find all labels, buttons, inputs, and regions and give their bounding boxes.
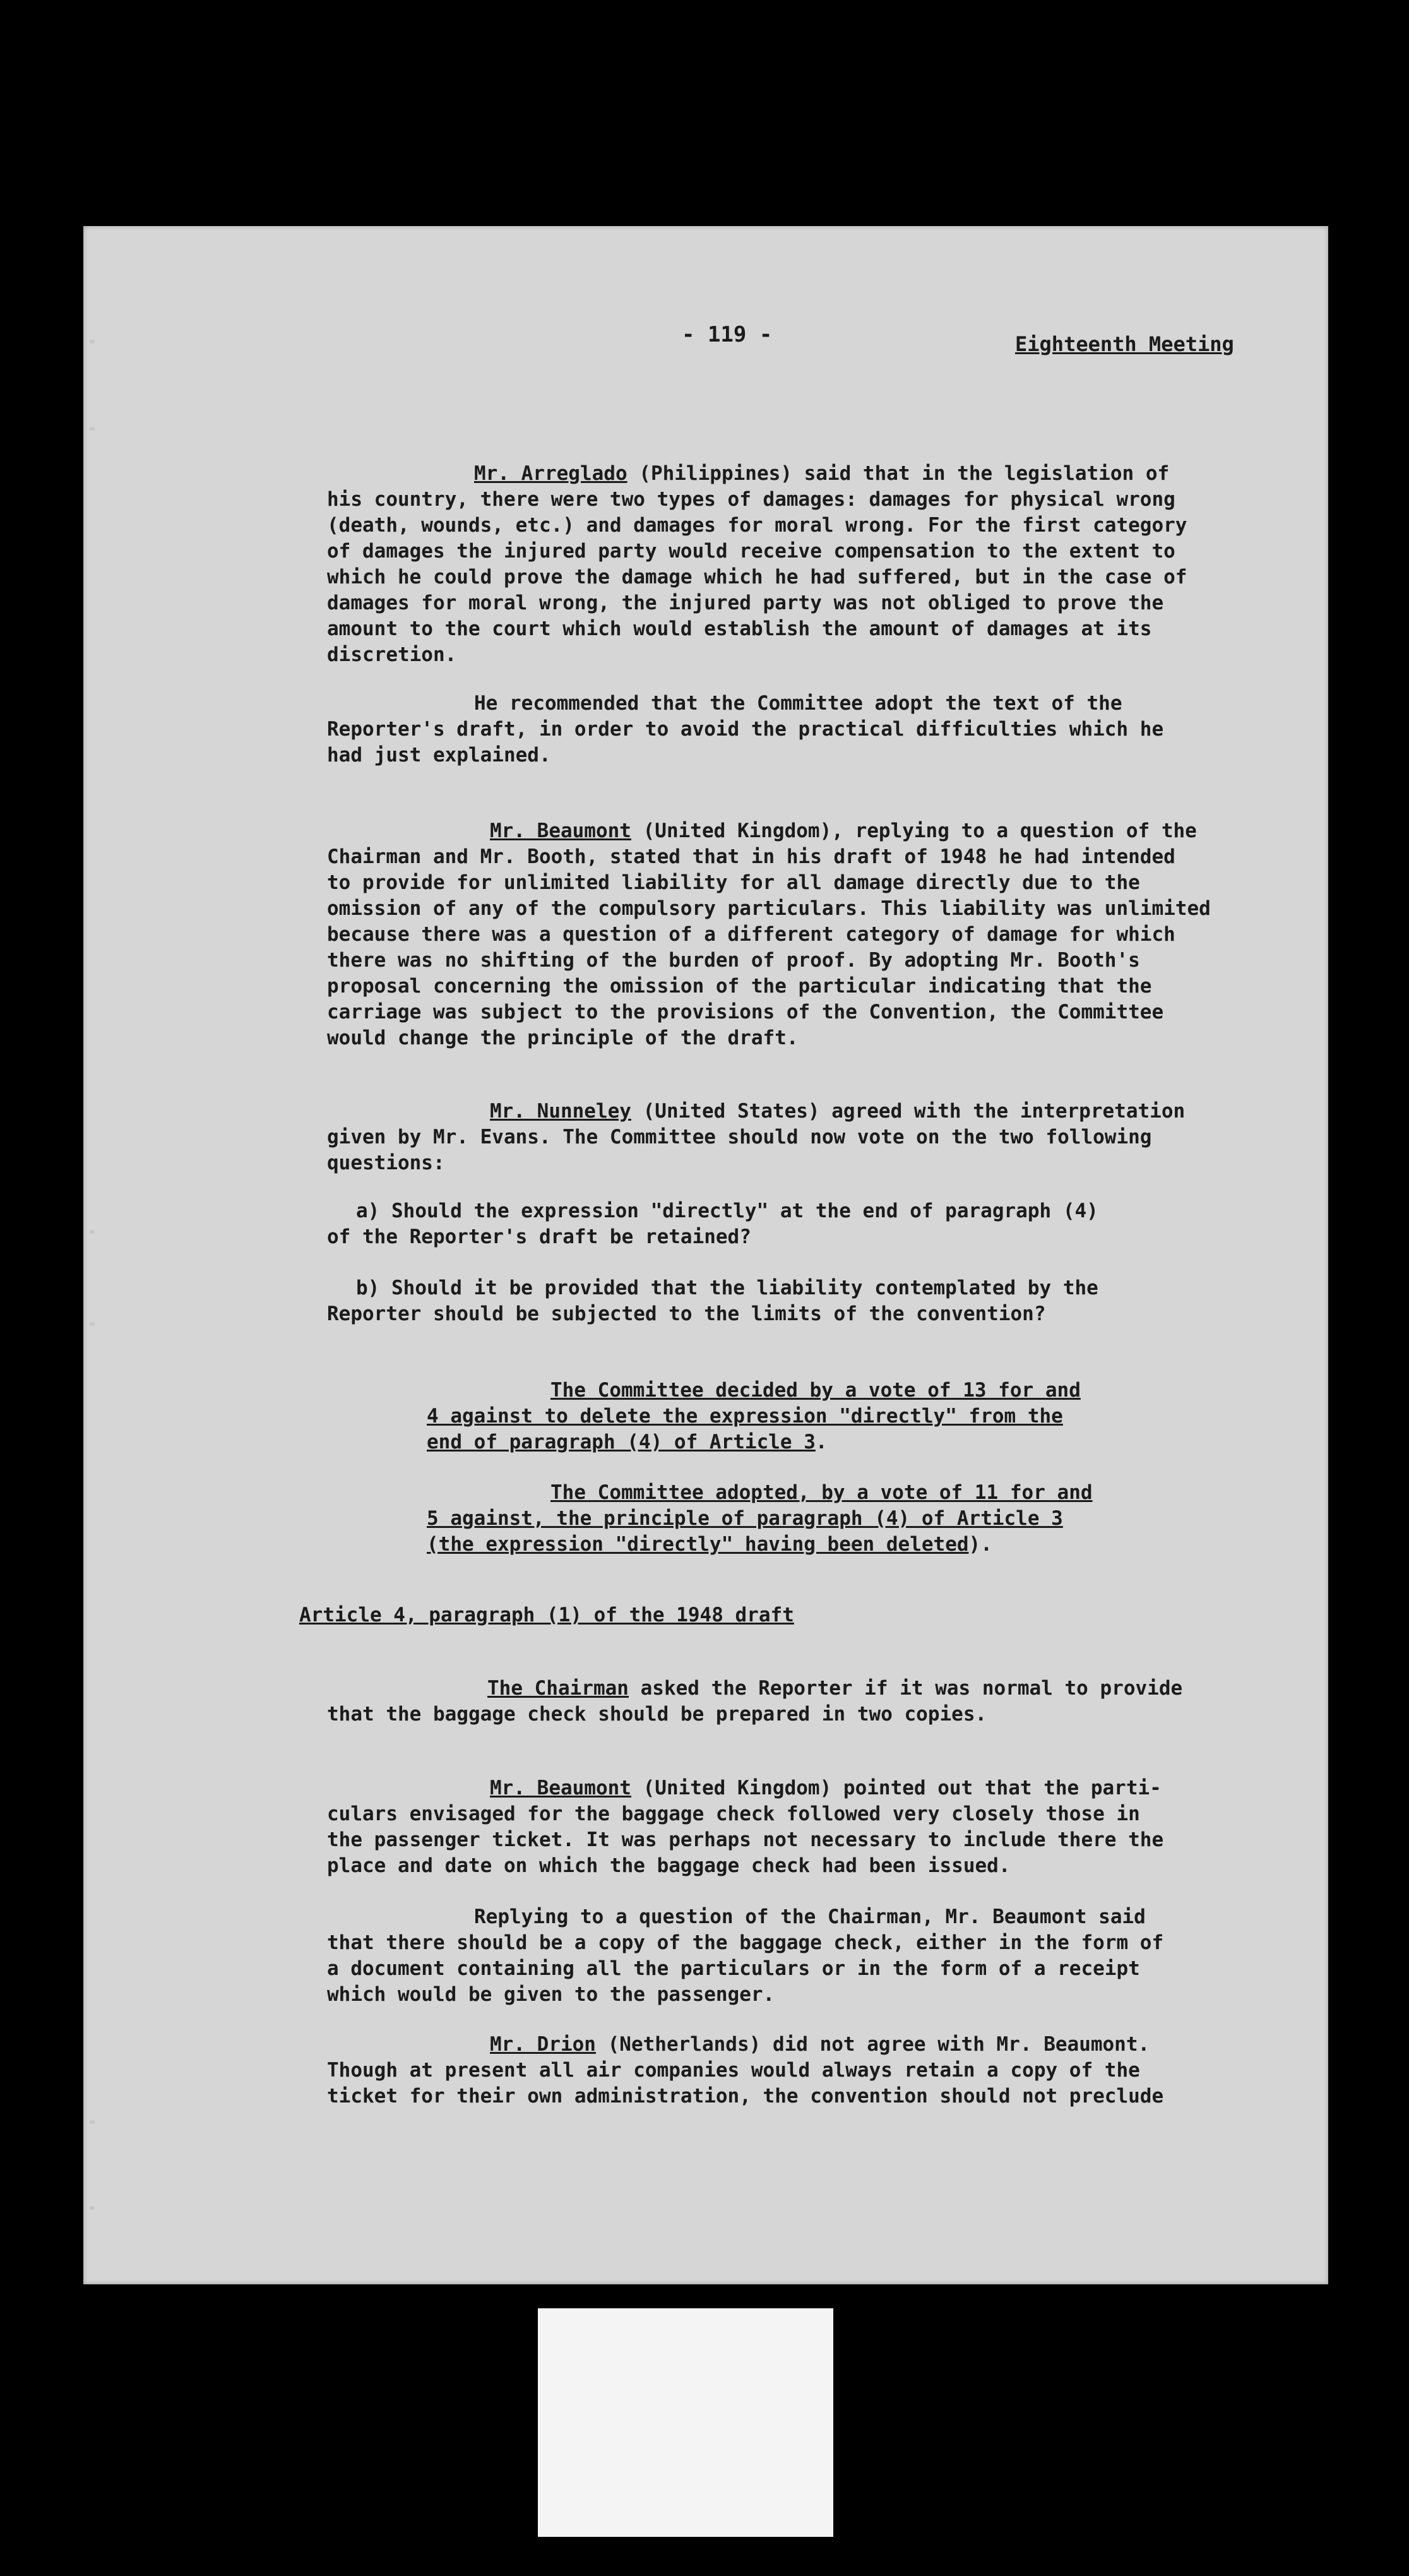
text-line <box>327 948 1140 974</box>
text-line <box>327 1853 1011 1879</box>
line-text: a document containing all the particulars or in the form of a receipt <box>327 1957 1140 1980</box>
line-text: discretion. <box>327 643 457 666</box>
text-line <box>327 1301 1045 1327</box>
text-line <box>474 1904 1146 1930</box>
text-line <box>327 1956 1140 1982</box>
line-text: asked the Reporter if it was normal to provide <box>628 1677 1183 1700</box>
line-text: ). <box>968 1533 992 1556</box>
text-line <box>327 717 1163 742</box>
text-line <box>427 1404 1063 1429</box>
margin-mark <box>90 2120 95 2124</box>
text-line <box>474 691 1122 717</box>
text-line <box>327 974 1151 999</box>
line-text: ticket for their own administration, the convention should not preclude <box>327 2085 1164 2108</box>
line-text: Chairman and Mr. Booth, stated that in his draft of 1948 he had intended <box>327 845 1175 868</box>
underlined-text: The Committee decided by a vote of 13 for and <box>550 1379 1081 1402</box>
line-text: (United Kingdom), replying to a question of the <box>631 820 1197 842</box>
text-line <box>490 818 1197 844</box>
text-line <box>327 590 1163 616</box>
text-line <box>427 1532 992 1558</box>
text-line <box>327 513 1187 539</box>
line-text: omission of any of the compulsory particulars. This liability was unlimited <box>327 897 1211 920</box>
underlined-text: The Chairman <box>487 1677 629 1700</box>
line-text: b) Should it be provided that the liability contemplated by the <box>356 1277 1098 1299</box>
line-text: proposal concerning the omission of the particular indicating that the <box>327 975 1152 998</box>
text-line <box>327 1827 1163 1853</box>
text-line <box>490 1775 1162 1801</box>
text-line <box>327 2084 1163 2109</box>
line-text: . <box>815 1431 828 1453</box>
underlined-text: end of paragraph (4) of Article 3 <box>427 1431 816 1453</box>
text-line <box>327 1982 775 2008</box>
line-text: that there should be a copy of the baggage check, either in the form of <box>327 1931 1164 1954</box>
text-line <box>327 1025 799 1051</box>
text-line <box>327 1150 445 1176</box>
text-line <box>327 1702 987 1727</box>
line-text: (Philippines) said that in the legislation of <box>627 462 1170 485</box>
text-line <box>327 564 1187 590</box>
margin-mark <box>90 340 95 343</box>
line-text: which would be given to the passenger. <box>327 1983 775 2006</box>
line-text: questions: <box>327 1152 445 1174</box>
text-line <box>550 1480 1093 1506</box>
text-line <box>487 1676 1182 1702</box>
text-line <box>356 1198 1098 1224</box>
line-text: damages for moral wrong, the injured party was not obliged to prove the <box>327 592 1164 614</box>
underlined-text: Mr. Beaumont <box>490 1777 631 1799</box>
text-line <box>490 1099 1185 1124</box>
line-text: Reporter's draft, in order to avoid the practical difficulties which he <box>327 718 1164 741</box>
underlined-text: (the expression "directly" having been deleted <box>427 1533 969 1556</box>
line-text: the passenger ticket. It was perhaps not necessary to include there the <box>327 1828 1164 1851</box>
line-text: of the Reporter's draft be retained? <box>327 1225 751 1248</box>
text-line <box>327 922 1175 948</box>
text-line <box>490 2032 1150 2058</box>
line-text: (Netherlands) did not agree with Mr. Beaumont. <box>595 2033 1150 2056</box>
text-line <box>327 2058 1140 2084</box>
text-line <box>327 1224 751 1250</box>
line-text: would change the principle of the draft. <box>327 1027 799 1049</box>
meeting-title: Eighteenth Meeting <box>1015 332 1234 356</box>
text-line <box>327 870 1140 896</box>
text-line <box>327 487 1175 513</box>
text-line <box>327 742 551 768</box>
line-text: a) Should the expression "directly" at the end of paragraph (4) <box>356 1200 1098 1222</box>
underlined-text: Article 4, paragraph (1) of the 1948 draft <box>299 1604 794 1626</box>
margin-mark <box>90 427 95 431</box>
text-line <box>327 1930 1163 1956</box>
line-text: culars envisaged for the baggage check followed very closely those in <box>327 1803 1140 1825</box>
page-number: - 119 - <box>682 322 773 347</box>
text-line <box>327 844 1175 870</box>
line-text: carriage was subject to the provisions of the Convention, the Committee <box>327 1001 1164 1023</box>
text-line <box>299 1602 794 1628</box>
document-page <box>83 226 1328 2284</box>
text-line <box>327 896 1211 922</box>
line-text: amount to the court which would establish the amount of damages at its <box>327 617 1152 640</box>
line-text: to provide for unlimited liability for all damage directly due to the <box>327 871 1140 894</box>
line-text: given by Mr. Evans. The Committee should now vote on the two following <box>327 1126 1152 1148</box>
margin-mark <box>90 1230 95 1234</box>
underlined-text: 5 against, the principle of paragraph (4) of Article 3 <box>427 1507 1063 1530</box>
text-line <box>474 461 1169 487</box>
line-text: had just explained. <box>327 744 551 766</box>
line-text: (death, wounds, etc.) and damages for moral wrong. For the first category <box>327 514 1187 537</box>
text-line <box>327 1801 1140 1827</box>
text-line <box>327 999 1163 1025</box>
text-line <box>327 616 1151 642</box>
line-text: which he could prove the damage which he had suffered, but in the case of <box>327 566 1187 588</box>
margin-mark <box>90 1322 95 1326</box>
underlined-text: Mr. Nunneley <box>490 1100 631 1123</box>
underlined-text: 4 against to delete the expression "directly" from the <box>427 1405 1063 1428</box>
underlined-text: Mr. Beaumont <box>490 820 631 842</box>
text-line <box>356 1275 1098 1301</box>
underlined-text: Mr. Arreglado <box>474 462 627 485</box>
line-text: Replying to a question of the Chairman, Mr. Beaumont said <box>474 1905 1146 1928</box>
line-text: Reporter should be subjected to the limits of the convention? <box>327 1303 1046 1325</box>
underlined-text: Mr. Drion <box>490 2033 596 2056</box>
text-line <box>327 642 456 668</box>
line-text: He recommended that the Committee adopt the text of the <box>474 692 1122 715</box>
line-text: Though at present all air companies would always retain a copy of the <box>327 2059 1140 2082</box>
underlined-text: The Committee adopted, by a vote of 11 for and <box>550 1481 1093 1504</box>
line-text: of damages the injured party would receive compensation to the extent to <box>327 540 1175 563</box>
line-text: his country, there were two types of damages: damages for physical wrong <box>327 488 1175 511</box>
line-text: because there was a question of a different category of damage for which <box>327 923 1175 946</box>
line-text: that the baggage check should be prepared in two copies. <box>327 1703 987 1726</box>
archive-label <box>538 2308 833 2537</box>
line-text: (United States) agreed with the interpretation <box>631 1100 1186 1123</box>
line-text: there was no shifting of the burden of proof. By adopting Mr. Booth's <box>327 949 1140 972</box>
text-line <box>550 1378 1081 1404</box>
text-line <box>427 1429 828 1455</box>
text-line <box>427 1506 1063 1532</box>
line-text: (United Kingdom) pointed out that the parti- <box>631 1777 1162 1799</box>
text-line <box>327 1124 1151 1150</box>
line-text: place and date on which the baggage check had been issued. <box>327 1854 1011 1877</box>
text-line <box>327 539 1175 564</box>
margin-mark <box>90 2206 95 2210</box>
